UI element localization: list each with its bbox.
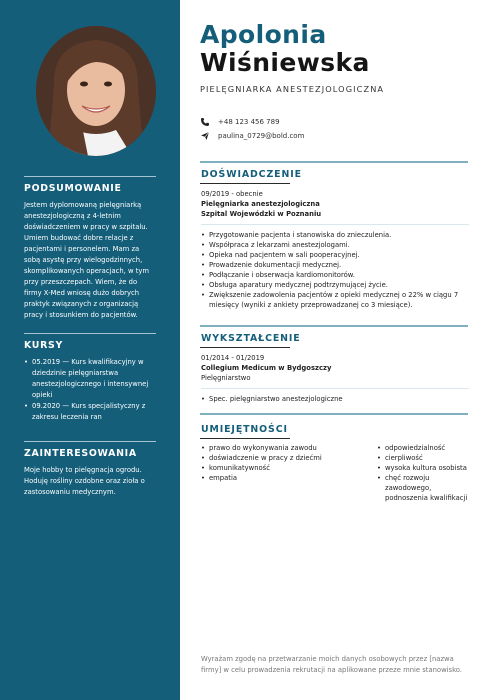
interests-text: Moje hobby to pielęgnacja ogrodu. Hoduję rośliny ozdobne oraz zioła o zastosowaniu medycznym.	[24, 466, 145, 496]
list-item: • chęć rozwoju zawodowego, podnoszenia kwalifikacji	[377, 473, 467, 503]
phone-icon	[200, 117, 210, 127]
list-item: • Współpraca z lekarzami anestezjologami.	[201, 240, 474, 250]
divider	[24, 333, 156, 334]
email-address[interactable]: paulina_0729@bold.com	[218, 132, 305, 140]
education-field: Pielęgniarstwo	[201, 374, 251, 382]
experience-position: Pielęgniarka anestezjologiczna	[201, 200, 320, 208]
courses-title: KURSY	[24, 340, 63, 351]
list-item: • Przygotowanie pacjenta i stanowiska do znieczulenia.	[201, 230, 474, 240]
list-item: • odpowiedzialność	[377, 443, 467, 453]
list-item: • Opieka nad pacjentem w sali pooperacyjnej.	[201, 250, 474, 260]
experience-employer: Szpital Wojewódzki w Poznaniu	[201, 210, 322, 218]
experience-list	[180, 230, 474, 310]
underline	[200, 347, 290, 348]
divider	[24, 176, 156, 177]
list-item: • wysoka kultura osobista	[377, 463, 467, 473]
divider	[201, 388, 469, 389]
section-divider	[200, 325, 468, 327]
skills-list-right	[377, 443, 467, 503]
courses-list	[24, 357, 156, 423]
experience-dates: 09/2019 - obecnie	[201, 190, 263, 198]
experience-title: DOŚWIADCZENIE	[201, 169, 302, 180]
paper-plane-icon	[200, 131, 210, 141]
email-contact	[200, 131, 304, 141]
phone-contact	[200, 117, 280, 127]
skills-columns	[180, 443, 474, 503]
courses-section	[24, 333, 156, 423]
list-item: • Podłączanie i obserwacja kardiomonitorów.	[201, 270, 474, 280]
list-item: • prawo do wykonywania zawodu	[201, 443, 377, 453]
list-item: • 05.2019 — Kurs kwalifikacyjny w dziedzinie pielęgniarstwa anestezjologicznego i intensywnej opieki	[24, 357, 156, 401]
education-list	[180, 394, 474, 404]
phone-number[interactable]: +48 123 456 789	[218, 118, 280, 126]
section-divider	[200, 413, 468, 415]
profile-photo	[36, 26, 156, 156]
gdpr-consent-clause: Wyrażam zgodę na przetwarzanie moich danych osobowych przez [nazwa firmy] w celu prowadzenia rekrutacji na aplikowane przeze mnie stanowisko.	[201, 655, 462, 674]
divider	[201, 224, 469, 225]
underline	[200, 183, 290, 184]
interests-section	[24, 441, 156, 498]
underline	[200, 438, 290, 439]
list-item: • doświadczenie w pracy z dziećmi	[201, 453, 377, 463]
summary-section	[24, 176, 156, 321]
job-title: PIELĘGNIARKA ANESTEZJOLOGICZNA	[200, 84, 385, 94]
skills-list-left	[201, 443, 377, 503]
list-item: • Prowadzenie dokumentacji medycznej.	[201, 260, 474, 270]
interests-title: ZAINTERESOWANIA	[24, 448, 137, 459]
education-section	[180, 325, 474, 404]
summary-text: Jestem dyplomowaną pielęgniarką anestezjologiczną z 4-letnim doświadczeniem w pracy w szpitalu. Umiem budować dobre relacje z pacjentami i personelem. Mam za sobą asystę przy wielogodzinnych, skomplikowanych operacjach, w tym przy przeszczepach. Wiem, że do firmy X-Med wniosę dużo dobrych praktyk związanych z organizacją pracy i stosunkiem do pacjentów.	[24, 201, 150, 319]
skills-section	[180, 413, 474, 503]
list-item: • komunikatywność	[201, 463, 377, 473]
summary-title: PODSUMOWANIE	[24, 183, 122, 194]
section-divider	[200, 161, 468, 163]
skills-title: UMIEJĘTNOŚCI	[201, 424, 288, 435]
list-item: • 09.2020 — Kurs specjalistyczny z zakresu leczenia ran	[24, 401, 156, 423]
list-item: • Zwiększenie zadowolenia pacjentów z opieki medycznej o 22% w ciągu 7 miesięcy (wyniki z ankiety przeprowadzanej co 3 miesiące).	[201, 290, 474, 310]
list-item: • cierpliwość	[377, 453, 467, 463]
education-dates: 01/2014 - 01/2019	[201, 354, 265, 362]
first-name: Apolonia	[200, 20, 327, 49]
education-title: WYKSZTAŁCENIE	[201, 333, 301, 344]
experience-section	[180, 161, 474, 310]
list-item: • Obsługa aparatury medycznej podtrzymującej życie.	[201, 280, 474, 290]
education-school: Collegium Medicum w Bydgoszczy	[201, 364, 332, 372]
divider	[24, 441, 156, 442]
list-item: • Spec. pielęgniarstwo anestezjologiczne	[201, 394, 474, 404]
sidebar	[0, 0, 180, 700]
last-name: Wiśniewska	[200, 48, 370, 77]
list-item: • empatia	[201, 473, 377, 483]
